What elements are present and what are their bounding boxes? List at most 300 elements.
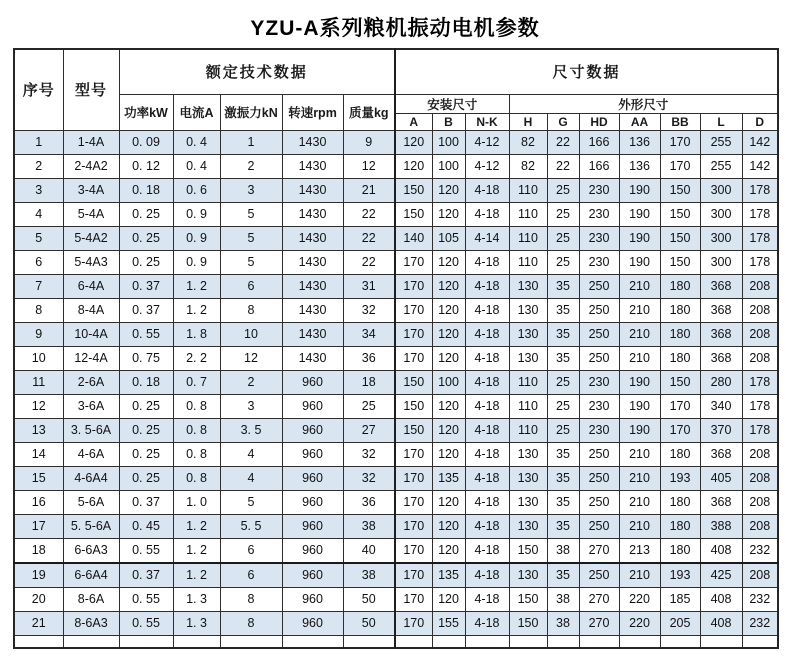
cell-dim-nk: 4-18 [465,202,509,226]
cell-speed-rpm: 1430 [282,274,343,298]
cell-dim-nk: 4-18 [465,442,509,466]
cell-dim-h: 130 [509,346,547,370]
table-row [14,154,778,178]
cell-mass-kg: 38 [343,514,395,538]
cell-dim-h: 110 [509,226,547,250]
cell-speed-rpm: 960 [282,394,343,418]
cell-mass-kg: 22 [343,250,395,274]
cell-dim-d: 178 [742,226,778,250]
cell-current-a: 1. 0 [173,490,220,514]
cell-dim-d: 208 [742,466,778,490]
cell-dim-bb: 180 [660,514,700,538]
cell-speed-rpm: 1430 [282,130,343,154]
cell-dim-nk: 4-18 [465,587,509,611]
cell-model: 3. 5-6A [63,418,119,442]
cell-speed-rpm: 1430 [282,202,343,226]
cell-dim-nk: 4-18 [465,370,509,394]
cell-dim-hd: 270 [579,611,619,635]
cell-mass-kg: 40 [343,538,395,563]
cell-dim-d: 178 [742,250,778,274]
cell-speed-rpm: 960 [282,587,343,611]
table-row [14,587,778,611]
cell-serial: 9 [14,322,63,346]
header-current-a: 电流A [173,94,220,130]
cell-excitation-force-kn: 10 [220,322,282,346]
cell-power-kw: 0. 55 [119,322,173,346]
cell-empty [63,635,119,648]
cell-serial: 7 [14,274,63,298]
cell-power-kw: 0. 25 [119,394,173,418]
cell-dim-h: 110 [509,202,547,226]
cell-dim-hd: 230 [579,418,619,442]
cell-model: 5. 5-6A [63,514,119,538]
cell-dim-nk: 4-18 [465,298,509,322]
cell-model: 8-6A3 [63,611,119,635]
cell-dim-aa: 210 [619,298,660,322]
cell-dim-hd: 250 [579,298,619,322]
cell-dim-b: 120 [432,346,465,370]
table-row [14,490,778,514]
header-dim-b: B [432,113,465,130]
cell-current-a: 0. 9 [173,226,220,250]
cell-dim-bb: 180 [660,274,700,298]
table-row [14,250,778,274]
cell-dim-b: 120 [432,202,465,226]
table-row [14,394,778,418]
cell-dim-g: 38 [547,538,579,563]
cell-dim-b: 155 [432,611,465,635]
table-row [14,130,778,154]
cell-dim-h: 130 [509,490,547,514]
cell-dim-d: 208 [742,322,778,346]
cell-dim-bb: 170 [660,154,700,178]
cell-dim-bb: 150 [660,370,700,394]
cell-dim-nk: 4-12 [465,154,509,178]
cell-dim-a: 170 [395,611,432,635]
table-row [14,466,778,490]
cell-dim-nk: 4-18 [465,418,509,442]
cell-speed-rpm: 1430 [282,298,343,322]
cell-current-a: 0. 6 [173,178,220,202]
cell-current-a: 0. 8 [173,394,220,418]
cell-dim-h: 110 [509,418,547,442]
cell-model: 2-6A [63,370,119,394]
cell-power-kw: 0. 75 [119,346,173,370]
cell-serial: 20 [14,587,63,611]
cell-dim-aa: 190 [619,250,660,274]
cell-speed-rpm: 960 [282,418,343,442]
cell-current-a: 1. 2 [173,274,220,298]
cell-empty [579,635,619,648]
cell-current-a: 1. 2 [173,514,220,538]
cell-mass-kg: 22 [343,226,395,250]
cell-dim-nk: 4-18 [465,250,509,274]
cell-mass-kg: 36 [343,490,395,514]
cell-dim-h: 150 [509,587,547,611]
cell-dim-l: 425 [700,563,742,588]
cell-dim-b: 135 [432,466,465,490]
cell-model: 4-6A [63,442,119,466]
table-row [14,274,778,298]
cell-dim-nk: 4-18 [465,394,509,418]
cell-power-kw: 0. 18 [119,370,173,394]
cell-dim-a: 150 [395,370,432,394]
cell-excitation-force-kn: 5. 5 [220,514,282,538]
cell-dim-aa: 136 [619,130,660,154]
cell-dim-h: 130 [509,274,547,298]
cell-power-kw: 0. 25 [119,226,173,250]
cell-dim-l: 368 [700,346,742,370]
table-row [14,442,778,466]
cell-dim-l: 255 [700,130,742,154]
cell-power-kw: 0. 45 [119,514,173,538]
cell-model: 1-4A [63,130,119,154]
cell-dim-g: 25 [547,178,579,202]
cell-dim-aa: 210 [619,466,660,490]
cell-serial: 4 [14,202,63,226]
cell-excitation-force-kn: 5 [220,490,282,514]
cell-dim-nk: 4-18 [465,346,509,370]
cell-empty [173,635,220,648]
cell-power-kw: 0. 25 [119,466,173,490]
cell-current-a: 0. 8 [173,442,220,466]
cell-dim-g: 35 [547,322,579,346]
header-power-kw: 功率kW [119,94,173,130]
page-title: YZU-A系列粮机振动电机参数 [250,17,540,40]
cell-dim-hd: 230 [579,178,619,202]
cell-dim-b: 120 [432,394,465,418]
cell-dim-bb: 150 [660,178,700,202]
cell-dim-hd: 166 [579,154,619,178]
cell-dim-hd: 250 [579,514,619,538]
cell-dim-aa: 190 [619,370,660,394]
cell-dim-aa: 210 [619,274,660,298]
cell-dim-d: 232 [742,611,778,635]
cell-dim-h: 150 [509,611,547,635]
cell-dim-l: 408 [700,587,742,611]
cell-mass-kg: 9 [343,130,395,154]
cell-dim-bb: 180 [660,442,700,466]
cell-dim-aa: 210 [619,346,660,370]
cell-speed-rpm: 960 [282,490,343,514]
cell-dim-l: 368 [700,490,742,514]
cell-dim-d: 208 [742,274,778,298]
header-model: 型号 [63,49,119,130]
cell-speed-rpm: 1430 [282,322,343,346]
cell-current-a: 1. 2 [173,538,220,563]
cell-dim-a: 120 [395,130,432,154]
cell-power-kw: 0. 55 [119,587,173,611]
cell-power-kw: 0. 55 [119,538,173,563]
table-row [14,538,778,563]
cell-current-a: 1. 2 [173,298,220,322]
header-group-outline-dims: 外形尺寸 [509,94,778,113]
table-row [14,418,778,442]
cell-dim-nk: 4-18 [465,490,509,514]
cell-dim-a: 170 [395,442,432,466]
header-dim-nk: N-K [465,113,509,130]
cell-dim-l: 368 [700,322,742,346]
cell-model: 4-6A4 [63,466,119,490]
cell-dim-l: 368 [700,442,742,466]
cell-dim-aa: 190 [619,202,660,226]
cell-model: 8-6A [63,587,119,611]
cell-power-kw: 0. 55 [119,611,173,635]
cell-dim-b: 120 [432,250,465,274]
cell-power-kw: 0. 12 [119,154,173,178]
cell-dim-bb: 170 [660,394,700,418]
cell-dim-l: 300 [700,178,742,202]
cell-dim-h: 82 [509,130,547,154]
cell-dim-bb: 150 [660,226,700,250]
cell-dim-h: 110 [509,394,547,418]
header-dim-l: L [700,113,742,130]
cell-empty [14,635,63,648]
cell-dim-aa: 190 [619,226,660,250]
cell-mass-kg: 12 [343,154,395,178]
cell-excitation-force-kn: 3. 5 [220,418,282,442]
table-row [14,563,778,588]
cell-current-a: 1. 8 [173,322,220,346]
cell-dim-b: 135 [432,563,465,588]
cell-excitation-force-kn: 2 [220,154,282,178]
cell-dim-aa: 210 [619,490,660,514]
cell-dim-g: 35 [547,490,579,514]
cell-speed-rpm: 1430 [282,226,343,250]
cell-excitation-force-kn: 4 [220,442,282,466]
cell-dim-aa: 190 [619,178,660,202]
header-serial: 序号 [14,49,63,130]
cell-dim-h: 110 [509,370,547,394]
cell-dim-l: 388 [700,514,742,538]
cell-dim-aa: 136 [619,154,660,178]
cell-dim-nk: 4-14 [465,226,509,250]
cell-mass-kg: 31 [343,274,395,298]
cell-excitation-force-kn: 8 [220,587,282,611]
cell-mass-kg: 50 [343,587,395,611]
cell-excitation-force-kn: 6 [220,563,282,588]
cell-dim-nk: 4-18 [465,274,509,298]
table-row [14,298,778,322]
cell-dim-a: 170 [395,538,432,563]
cell-mass-kg: 36 [343,346,395,370]
cell-model: 5-6A [63,490,119,514]
cell-model: 6-6A4 [63,563,119,588]
cell-dim-aa: 190 [619,418,660,442]
cell-power-kw: 0. 25 [119,442,173,466]
cell-dim-g: 38 [547,611,579,635]
cell-current-a: 0. 9 [173,202,220,226]
cell-dim-h: 110 [509,178,547,202]
table-row [14,346,778,370]
cell-dim-hd: 250 [579,346,619,370]
header-dim-aa: AA [619,113,660,130]
cell-model: 5-4A3 [63,250,119,274]
cell-dim-hd: 270 [579,538,619,563]
cell-dim-g: 35 [547,346,579,370]
cell-dim-a: 120 [395,154,432,178]
cell-dim-hd: 230 [579,250,619,274]
cell-dim-nk: 4-18 [465,538,509,563]
cell-dim-aa: 190 [619,394,660,418]
cell-serial: 18 [14,538,63,563]
cell-mass-kg: 32 [343,466,395,490]
cell-current-a: 1. 2 [173,563,220,588]
cell-dim-g: 35 [547,514,579,538]
cell-dim-aa: 210 [619,442,660,466]
cell-mass-kg: 32 [343,442,395,466]
cell-dim-nk: 4-18 [465,611,509,635]
cell-dim-hd: 250 [579,274,619,298]
cell-dim-g: 35 [547,274,579,298]
cell-current-a: 1. 3 [173,587,220,611]
cell-dim-h: 150 [509,538,547,563]
table-body [14,130,778,648]
cell-speed-rpm: 960 [282,611,343,635]
cell-current-a: 0. 4 [173,154,220,178]
cell-dim-l: 280 [700,370,742,394]
cell-dim-aa: 210 [619,514,660,538]
cell-dim-bb: 205 [660,611,700,635]
header-dim-d: D [742,113,778,130]
cell-dim-a: 170 [395,490,432,514]
cell-current-a: 0. 8 [173,418,220,442]
cell-excitation-force-kn: 5 [220,226,282,250]
cell-excitation-force-kn: 8 [220,298,282,322]
cell-current-a: 0. 7 [173,370,220,394]
cell-model: 2-4A2 [63,154,119,178]
cell-current-a: 1. 3 [173,611,220,635]
cell-dim-hd: 230 [579,370,619,394]
cell-dim-l: 408 [700,611,742,635]
table-row-partial [14,635,778,648]
cell-dim-h: 130 [509,466,547,490]
cell-dim-l: 370 [700,418,742,442]
cell-dim-g: 25 [547,394,579,418]
cell-power-kw: 0. 37 [119,490,173,514]
cell-dim-d: 178 [742,202,778,226]
cell-mass-kg: 32 [343,298,395,322]
cell-dim-d: 208 [742,346,778,370]
cell-serial: 13 [14,418,63,442]
cell-dim-bb: 170 [660,418,700,442]
cell-mass-kg: 21 [343,178,395,202]
cell-excitation-force-kn: 4 [220,466,282,490]
cell-dim-g: 25 [547,226,579,250]
table-row [14,202,778,226]
header-speed-rpm: 转速rpm [282,94,343,130]
cell-dim-l: 300 [700,226,742,250]
cell-model: 5-4A2 [63,226,119,250]
cell-dim-aa: 210 [619,322,660,346]
cell-dim-a: 170 [395,466,432,490]
cell-serial: 12 [14,394,63,418]
cell-power-kw: 0. 37 [119,274,173,298]
table-row [14,322,778,346]
cell-dim-b: 120 [432,274,465,298]
header-group-mounting-dims: 安装尺寸 [395,94,509,113]
cell-dim-aa: 220 [619,587,660,611]
cell-dim-d: 178 [742,370,778,394]
cell-dim-hd: 250 [579,563,619,588]
header-group-dimension-data: 尺寸数据 [395,49,778,94]
header-dim-h: H [509,113,547,130]
cell-dim-l: 300 [700,250,742,274]
cell-model: 8-4A [63,298,119,322]
cell-empty [547,635,579,648]
cell-dim-g: 25 [547,250,579,274]
cell-serial: 1 [14,130,63,154]
cell-dim-nk: 4-18 [465,178,509,202]
cell-excitation-force-kn: 1 [220,130,282,154]
cell-dim-h: 110 [509,250,547,274]
cell-dim-g: 35 [547,563,579,588]
cell-dim-g: 35 [547,442,579,466]
cell-dim-b: 100 [432,370,465,394]
cell-speed-rpm: 960 [282,563,343,588]
cell-model: 6-6A3 [63,538,119,563]
cell-dim-l: 300 [700,202,742,226]
cell-dim-b: 120 [432,418,465,442]
cell-dim-nk: 4-18 [465,563,509,588]
cell-dim-hd: 230 [579,394,619,418]
cell-dim-d: 208 [742,298,778,322]
cell-dim-d: 178 [742,418,778,442]
cell-power-kw: 0. 09 [119,130,173,154]
cell-dim-h: 130 [509,298,547,322]
cell-dim-hd: 250 [579,322,619,346]
cell-serial: 3 [14,178,63,202]
cell-dim-l: 340 [700,394,742,418]
cell-speed-rpm: 960 [282,370,343,394]
cell-dim-bb: 180 [660,490,700,514]
cell-empty [119,635,173,648]
cell-model: 5-4A [63,202,119,226]
cell-dim-b: 120 [432,322,465,346]
cell-dim-g: 25 [547,202,579,226]
cell-speed-rpm: 1430 [282,250,343,274]
cell-dim-bb: 180 [660,322,700,346]
cell-excitation-force-kn: 5 [220,250,282,274]
cell-excitation-force-kn: 12 [220,346,282,370]
cell-dim-a: 170 [395,346,432,370]
cell-dim-d: 208 [742,490,778,514]
cell-dim-bb: 170 [660,130,700,154]
header-excitation-force-kn: 激振力kN [220,94,282,130]
cell-dim-g: 25 [547,418,579,442]
cell-excitation-force-kn: 8 [220,611,282,635]
cell-dim-g: 38 [547,587,579,611]
cell-dim-g: 22 [547,154,579,178]
cell-excitation-force-kn: 2 [220,370,282,394]
cell-dim-d: 232 [742,587,778,611]
cell-dim-g: 35 [547,298,579,322]
cell-dim-hd: 270 [579,587,619,611]
cell-dim-a: 170 [395,298,432,322]
table-row [14,611,778,635]
cell-current-a: 0. 9 [173,250,220,274]
cell-serial: 19 [14,563,63,588]
cell-serial: 21 [14,611,63,635]
header-dim-a: A [395,113,432,130]
cell-dim-nk: 4-18 [465,322,509,346]
cell-speed-rpm: 960 [282,514,343,538]
cell-empty [432,635,465,648]
cell-dim-a: 170 [395,250,432,274]
cell-model: 10-4A [63,322,119,346]
cell-dim-a: 170 [395,514,432,538]
cell-serial: 11 [14,370,63,394]
